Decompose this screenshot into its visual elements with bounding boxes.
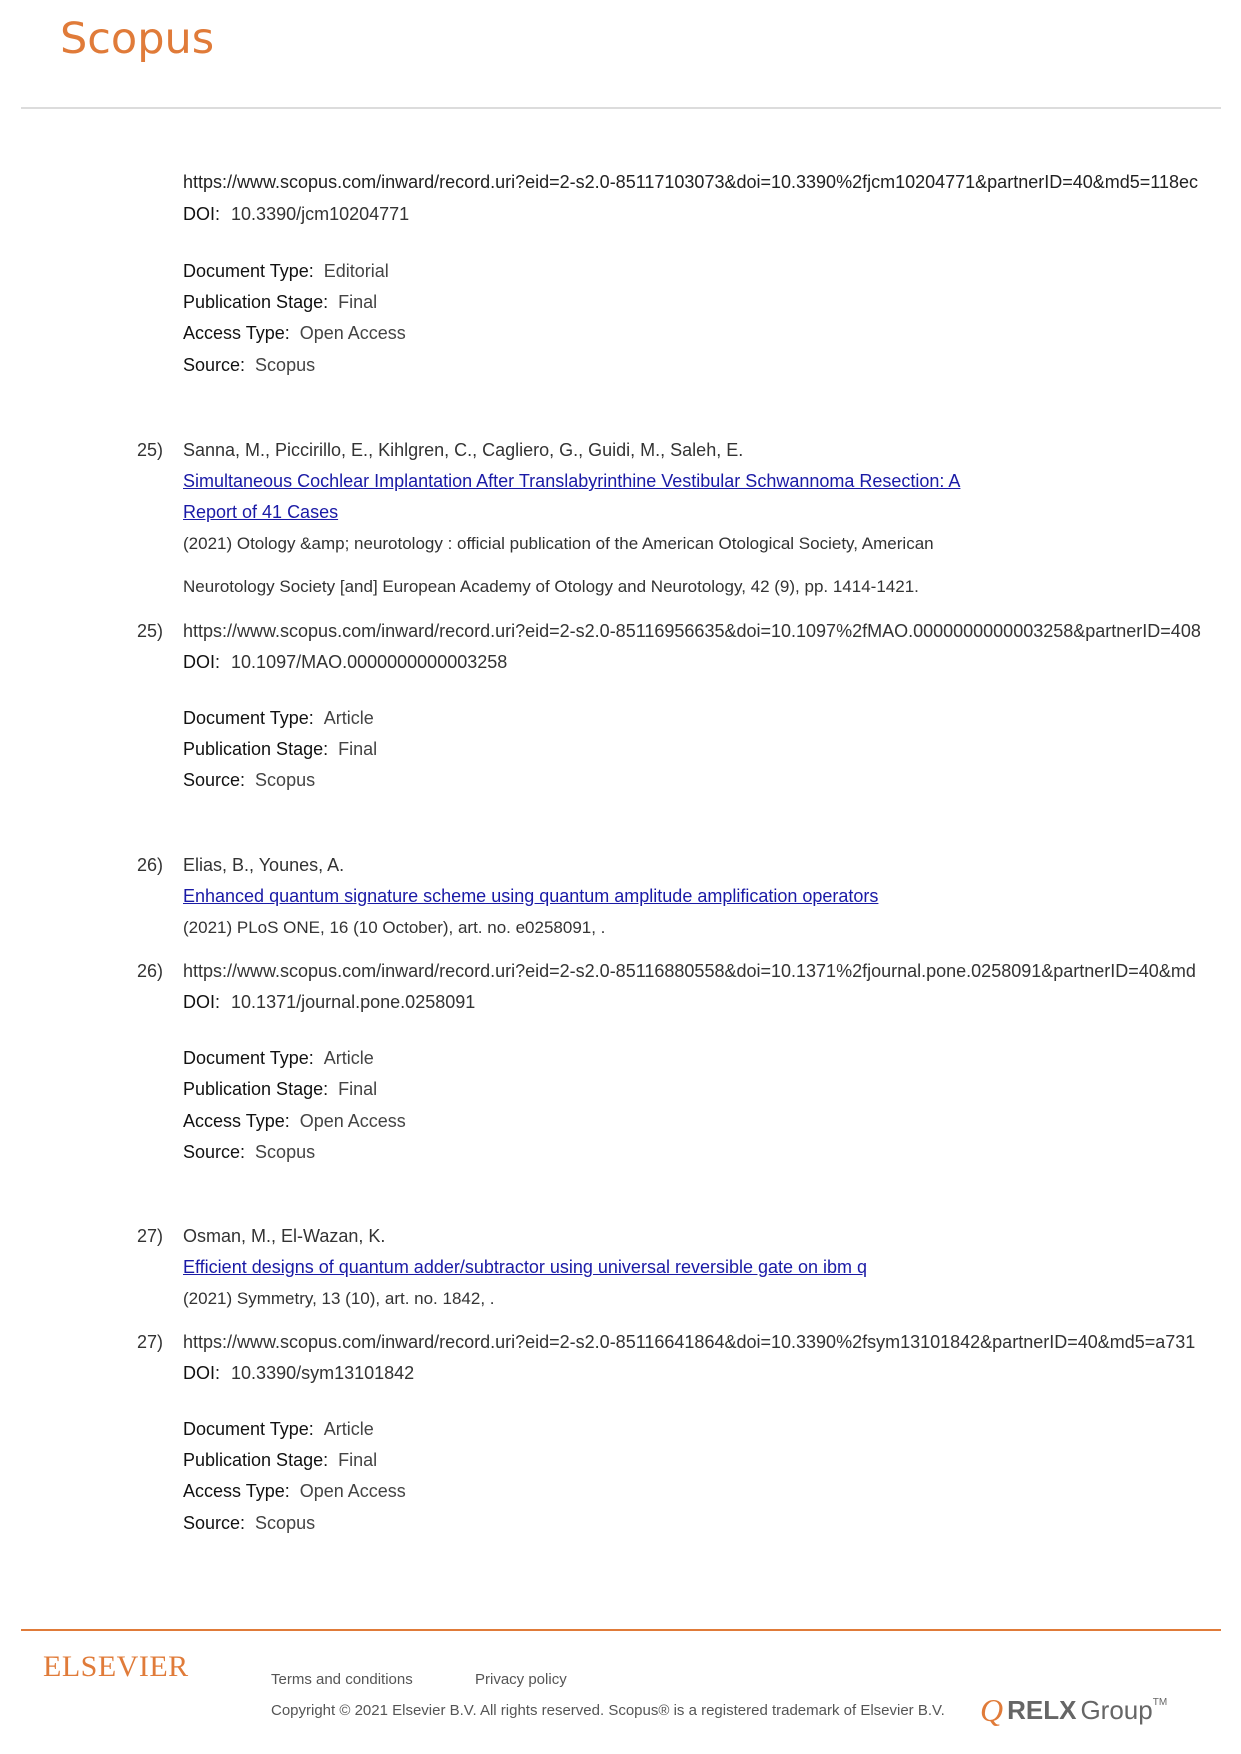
footer-divider (21, 1629, 1221, 1631)
source-row (183, 1142, 315, 1163)
meta-value: Article (323, 1419, 374, 1439)
meta-label: Publication Stage: (183, 1450, 329, 1470)
doi-value: 10.3390/jcm10204771 (231, 204, 410, 224)
entry-number: 27) (137, 1332, 164, 1352)
doi-label: DOI: (183, 992, 221, 1012)
meta-label: Source: (183, 1142, 246, 1162)
document-type-row (183, 708, 374, 729)
source-row (183, 770, 315, 791)
article-title-link[interactable]: Simultaneous Cochlear Implantation After Translabyrinthine Vestibular Schwannoma Resection: A (183, 471, 961, 491)
relx-mark-icon: Q (980, 1692, 1004, 1728)
meta-label: Publication Stage: (183, 1079, 329, 1099)
record-url[interactable]: https://www.scopus.com/inward/record.uri?eid=2-s2.0-85116956635&doi=10.1097%2fMAO.0000000000003258&partnerID=408 (183, 621, 1201, 641)
doi-value: 10.1097/MAO.0000000000003258 (231, 652, 508, 672)
doi-value: 10.1371/journal.pone.0258091 (231, 992, 476, 1012)
meta-value: Editorial (323, 261, 389, 281)
entry-number: 26) (137, 961, 164, 981)
meta-value: Scopus (255, 1142, 316, 1162)
source-row (183, 355, 315, 376)
meta-label: Source: (183, 355, 246, 375)
meta-label: Access Type: (183, 1111, 290, 1131)
trademark-symbol: TM (1152, 1697, 1168, 1708)
doi-row (183, 652, 507, 673)
document-type-row (183, 1419, 374, 1440)
entry-number: 25) (137, 621, 164, 641)
meta-label: Publication Stage: (183, 739, 329, 759)
record-url[interactable]: https://www.scopus.com/inward/record.uri?eid=2-s2.0-85116641864&doi=10.3390%2fsym13101842&partnerID=40&md5=a731 (183, 1332, 1196, 1352)
copyright-text: Copyright © 2021 Elsevier B.V. All rights reserved. Scopus® is a registered trademark of Elsevier B.V. (271, 1702, 945, 1719)
source-row (183, 1513, 315, 1534)
meta-label: Source: (183, 1513, 246, 1533)
meta-label: Access Type: (183, 323, 290, 343)
doi-label: DOI: (183, 204, 221, 224)
meta-value: Scopus (255, 355, 316, 375)
article-title-link[interactable]: Efficient designs of quantum adder/subtractor using universal reversible gate on ibm q (183, 1257, 868, 1277)
entry-number: 25) (137, 440, 164, 460)
meta-value: Final (338, 739, 378, 759)
doi-row (183, 204, 409, 225)
meta-value: Open Access (299, 1111, 406, 1131)
meta-value: Open Access (299, 323, 406, 343)
record-url[interactable]: https://www.scopus.com/inward/record.uri?eid=2-s2.0-85116880558&doi=10.1371%2fjournal.pone.0258091&partnerID=40&md (183, 961, 1196, 981)
meta-label: Document Type: (183, 261, 314, 281)
article-title-link[interactable]: Report of 41 Cases (183, 502, 339, 522)
access-type-row (183, 1481, 406, 1502)
publication-stage-row (183, 1450, 377, 1471)
doi-label: DOI: (183, 1363, 221, 1383)
relx-logo (980, 1692, 1167, 1729)
meta-value: Article (323, 1048, 374, 1068)
meta-label: Publication Stage: (183, 292, 329, 312)
meta-value: Scopus (255, 1513, 316, 1533)
relx-wordmark: RELX (1007, 1695, 1077, 1725)
citation: (2021) Symmetry, 13 (10), art. no. 1842, . (183, 1289, 495, 1308)
publication-stage-row (183, 739, 377, 760)
relx-group-text: Group (1080, 1695, 1153, 1725)
access-type-row (183, 1111, 406, 1132)
elsevier-logo: ELSEVIER (43, 1650, 189, 1683)
record-url[interactable]: https://www.scopus.com/inward/record.uri?eid=2-s2.0-85117103073&doi=10.3390%2fjcm10204771&partnerID=40&md5=118ec (183, 172, 1198, 192)
document-type-row (183, 1048, 374, 1069)
privacy-link[interactable]: Privacy policy (475, 1671, 567, 1688)
meta-label: Access Type: (183, 1481, 290, 1501)
meta-label: Source: (183, 770, 246, 790)
meta-value: Article (323, 708, 374, 728)
meta-value: Final (338, 1079, 378, 1099)
meta-label: Document Type: (183, 1419, 314, 1439)
meta-value: Final (338, 292, 378, 312)
doi-row (183, 992, 475, 1013)
entry-number: 26) (137, 855, 164, 875)
meta-label: Document Type: (183, 708, 314, 728)
meta-value: Scopus (255, 770, 316, 790)
access-type-row (183, 323, 406, 344)
document-type-row (183, 261, 389, 282)
doi-row (183, 1363, 414, 1384)
publication-stage-row (183, 1079, 377, 1100)
publication-stage-row (183, 292, 377, 313)
authors: Elias, B., Younes, A. (183, 855, 345, 875)
entry-number: 27) (137, 1226, 164, 1246)
meta-label: Document Type: (183, 1048, 314, 1068)
meta-value: Open Access (299, 1481, 406, 1501)
doi-label: DOI: (183, 652, 221, 672)
scopus-logo: Scopus (60, 14, 215, 64)
citation: (2021) Otology &amp; neurotology : official publication of the American Otological Society, American (183, 534, 934, 553)
terms-link[interactable]: Terms and conditions (271, 1671, 413, 1688)
doi-value: 10.3390/sym13101842 (231, 1363, 415, 1383)
article-title-link[interactable]: Enhanced quantum signature scheme using quantum amplitude amplification operators (183, 886, 879, 906)
header-divider (21, 107, 1221, 109)
citation: Neurotology Society [and] European Academy of Otology and Neurotology, 42 (9), pp. 1414-1421. (183, 577, 919, 596)
authors: Osman, M., El-Wazan, K. (183, 1226, 386, 1246)
citation: (2021) PLoS ONE, 16 (10 October), art. no. e0258091, . (183, 918, 606, 937)
authors: Sanna, M., Piccirillo, E., Kihlgren, C., Cagliero, G., Guidi, M., Saleh, E. (183, 440, 744, 460)
meta-value: Final (338, 1450, 378, 1470)
